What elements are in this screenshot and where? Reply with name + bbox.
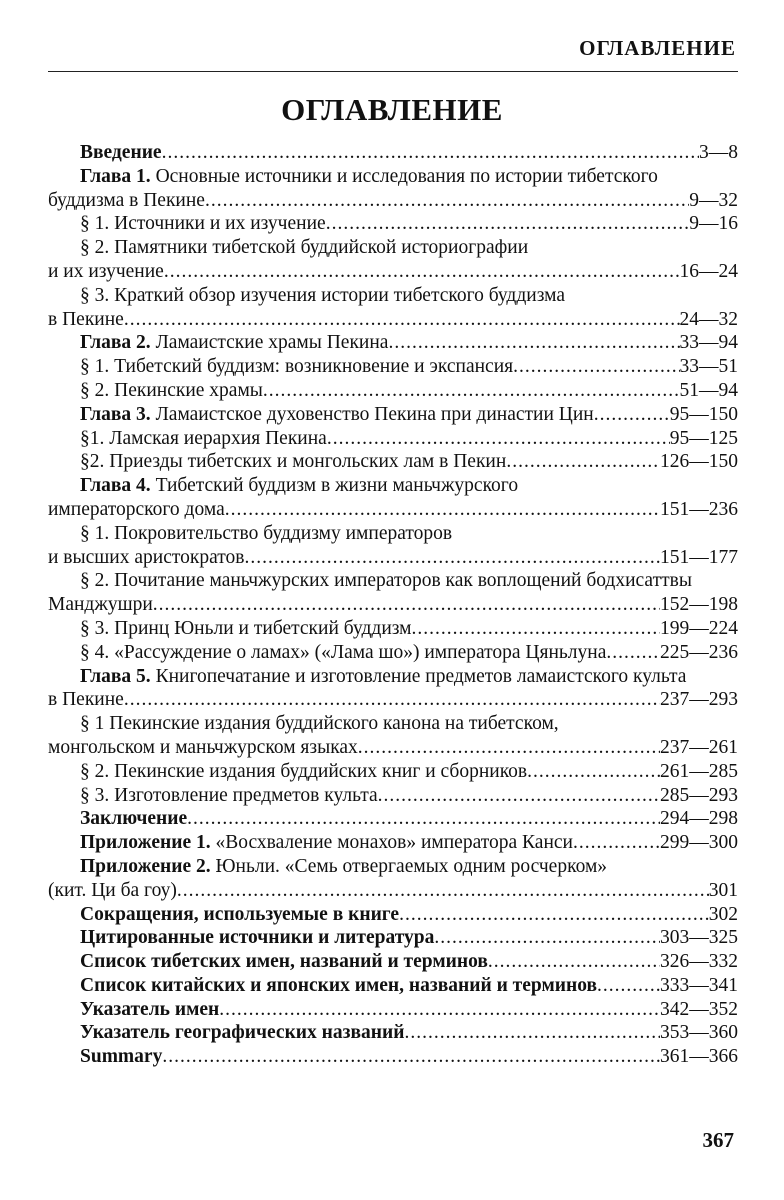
toc-entry-title: § 1 Пекинские издания буддийского канона на тибетском, [80, 713, 559, 735]
toc-page-range: 3—8 [699, 142, 738, 163]
toc-entry-title: Юньли. «Семь отвергаемых одним росчерком» [210, 855, 608, 877]
toc-line [48, 498, 738, 522]
toc-entry-text [80, 807, 187, 831]
toc-entry-title: Книгопечатание и изготовление предметов ламаистского культа [150, 665, 687, 687]
dot-leader [225, 498, 660, 522]
toc-line [48, 688, 738, 712]
toc-entry-title: и их изучение [48, 260, 164, 282]
dot-leader [378, 784, 660, 808]
toc-entry-text [80, 165, 658, 189]
toc-line [48, 974, 738, 998]
toc-entry-text [48, 189, 205, 213]
toc-entry-title: § 4. «Рассуждение о ламах» («Лама шо») императора Цяньлуна [80, 641, 607, 663]
toc-entry-text [48, 688, 124, 712]
toc-entry-text [80, 974, 597, 998]
toc-page-range: 237—293 [660, 689, 738, 711]
toc-entry-title: § 3. Принц Юньли и тибетский буддизм [80, 617, 412, 639]
toc-entry-title: в Пекине [48, 689, 124, 711]
toc-entry-text [80, 141, 162, 165]
toc-page-range: 361—366 [660, 1046, 738, 1068]
toc-entry-bold: Цитированные источники и литература [80, 927, 435, 949]
toc-entry-text [48, 546, 244, 570]
toc-entry-text [48, 736, 358, 760]
toc-page-range: 299—300 [660, 832, 738, 854]
toc-entry-title: Манджушри [48, 594, 153, 616]
toc-entry-text [80, 355, 513, 379]
toc-page-range: 353—360 [660, 1022, 738, 1044]
toc-page-range: 326—332 [660, 951, 738, 973]
dot-leader [244, 546, 660, 570]
toc-entry-text [80, 403, 594, 427]
toc-page-range: 301 [708, 879, 738, 901]
toc-page-range: 9—16 [689, 213, 738, 235]
toc-entry-text [80, 284, 565, 308]
toc-page-range: 237—261 [660, 736, 738, 758]
toc-entry-bold: Указатель имен [80, 998, 220, 1020]
toc-line [48, 546, 738, 570]
toc-entry-bold: Сокращения, используемые в книге [80, 903, 400, 925]
toc-entry-text [80, 950, 488, 974]
toc-entry-title: § 1. Покровительство буддизму императоров [80, 522, 453, 544]
toc-page-range: 285—293 [660, 784, 738, 806]
toc-line [48, 736, 738, 760]
toc-entry-text [80, 712, 559, 736]
dot-leader [124, 688, 660, 712]
dot-leader [358, 736, 660, 760]
toc-line [48, 641, 738, 665]
toc-page-range: 302 [708, 903, 738, 925]
toc-page-range: 199—224 [660, 617, 738, 639]
running-head: ОГЛАВЛЕНИЕ [579, 36, 736, 60]
dot-leader [404, 1021, 660, 1045]
toc-entry-bold: Глава 5. [80, 665, 151, 687]
dot-leader [506, 450, 660, 474]
dot-leader [219, 998, 660, 1022]
toc-line [48, 450, 738, 474]
toc-line [48, 665, 738, 689]
dot-leader [326, 212, 690, 236]
toc-page-range: 294—298 [660, 808, 738, 830]
toc-entry-text [80, 331, 388, 355]
toc-line [48, 403, 738, 427]
dot-leader [527, 760, 660, 784]
toc-page-range: 9—32 [689, 189, 738, 211]
toc-line [48, 831, 738, 855]
dot-leader [594, 403, 670, 427]
header-rule [48, 71, 738, 72]
toc-line [48, 950, 738, 974]
toc-entry-title: § 3. Изготовление предметов культа [80, 784, 378, 806]
dot-leader [606, 641, 660, 665]
toc-entry-title: императорского дома [48, 498, 225, 520]
toc-entry-bold: Глава 2. [80, 332, 151, 354]
toc-entry-title: и высших аристократов [48, 546, 245, 568]
toc-entry-text [48, 260, 164, 284]
toc-line [48, 903, 738, 927]
toc-entry-text [80, 641, 606, 665]
toc-entry-text [80, 1021, 404, 1045]
toc-entry-title: § 2. Пекинские издания буддийских книг и сборников [80, 760, 528, 782]
dot-leader [573, 831, 660, 855]
toc-entry-text [48, 308, 124, 332]
toc-entry-title: § 3. Краткий обзор изучения истории тибетского буддизма [80, 284, 565, 306]
toc-page-range: 303—325 [660, 927, 738, 949]
toc-entry-title: монгольском и маньчжурском языках [48, 736, 358, 758]
toc-line [48, 617, 738, 641]
toc-entry-title: Ламаистские храмы Пекина [150, 332, 389, 354]
toc-entry-title: § 2. Пекинские храмы [80, 379, 263, 401]
toc-entry-text [80, 236, 528, 260]
page-title: ОГЛАВЛЕНИЕ [281, 92, 503, 127]
toc-entry-title: §2. Приезды тибетских и монгольских лам в Пекин [80, 451, 507, 473]
toc-line [48, 308, 738, 332]
dot-leader [597, 974, 660, 998]
dot-leader [124, 308, 680, 332]
toc-entry-text [80, 855, 607, 879]
dot-leader [205, 189, 689, 213]
toc-entry-title: в Пекине [48, 308, 124, 330]
toc-entry-title: буддизма в Пекине [48, 189, 205, 211]
toc-entry-bold: Список китайских и японских имен, названий и терминов [80, 974, 598, 996]
toc-page-range: 333—341 [660, 974, 738, 996]
dot-leader [488, 950, 660, 974]
toc-line [48, 760, 738, 784]
toc-page-range: 33—51 [679, 356, 738, 378]
toc-line [48, 474, 738, 498]
toc-entry-bold: Указатель географических названий [80, 1022, 405, 1044]
toc-entry-bold: Введение [80, 142, 162, 163]
toc-page-range: 126—150 [660, 451, 738, 473]
toc-page-range: 261—285 [660, 760, 738, 782]
toc-entry-text [80, 474, 518, 498]
toc-entry-bold: Заключение [80, 808, 188, 830]
toc-page-range: 95—125 [669, 427, 738, 449]
toc-entry-text [80, 427, 327, 451]
page-number: 367 [702, 1128, 734, 1152]
dot-leader [327, 427, 670, 451]
toc-line [48, 141, 738, 165]
toc-entry-title: «Восхваление монахов» императора Канси [210, 832, 573, 854]
toc-entry-text [80, 212, 326, 236]
dot-leader [399, 903, 709, 927]
toc-page-range: 51—94 [679, 379, 738, 401]
toc-entry-title: Ламаистское духовенство Пекина при династии Цин [150, 403, 594, 425]
toc-entry-bold: Список тибетских имен, названий и терминов [80, 951, 488, 973]
toc-entry-title: § 2. Почитание маньчжурских императоров как воплощений бодхисаттвы [80, 570, 692, 592]
toc-entry-text [48, 593, 153, 617]
toc-line [48, 355, 738, 379]
toc-line [48, 189, 738, 213]
dot-leader [513, 355, 679, 379]
toc-line [48, 1021, 738, 1045]
toc-line [48, 212, 738, 236]
toc-line [48, 165, 738, 189]
dot-leader [412, 617, 660, 641]
toc-entry-title: Основные источники и исследования по истории тибетского [150, 165, 658, 187]
toc-entry-text [48, 879, 177, 903]
toc-entry-text [48, 498, 225, 522]
toc-entry-text [80, 617, 412, 641]
toc-entry-text [80, 831, 573, 855]
toc-entry-text [80, 665, 686, 689]
toc-entry-bold: Глава 3. [80, 403, 151, 425]
toc-page-range: 152—198 [660, 594, 738, 616]
dot-leader [187, 807, 660, 831]
toc-line [48, 236, 738, 260]
dot-leader [263, 379, 680, 403]
toc-entry-text [80, 1045, 162, 1069]
toc-entry-title: § 1. Источники и их изучение [80, 213, 326, 235]
toc-entry-text [80, 926, 434, 950]
toc-entry-text [80, 379, 263, 403]
toc-entry-bold: Приложение 1. [80, 832, 211, 854]
toc-line [48, 1045, 738, 1069]
toc-line [48, 379, 738, 403]
toc-line [48, 284, 738, 308]
toc-page-range: 95—150 [669, 403, 738, 425]
toc-line [48, 807, 738, 831]
toc-page-range: 24—32 [679, 308, 738, 330]
toc-entry-text [80, 998, 219, 1022]
toc-line [48, 569, 738, 593]
toc-line [48, 879, 738, 903]
table-of-contents [48, 141, 738, 1069]
toc-page-range: 342—352 [660, 998, 738, 1020]
toc-page-range: 33—94 [679, 332, 738, 354]
toc-entry-bold: Приложение 2. [80, 855, 211, 877]
toc-entry-title: Тибетский буддизм в жизни маньчжурского [150, 475, 519, 497]
toc-line [48, 593, 738, 617]
toc-entry-title: (кит. Ци ба гоу) [48, 879, 177, 901]
toc-entry-text [80, 450, 506, 474]
dot-leader [162, 1045, 660, 1069]
toc-entry-text [80, 522, 452, 546]
toc-entry-bold: Summary [80, 1046, 163, 1068]
toc-page-range: 16—24 [679, 260, 738, 282]
dot-leader [177, 879, 709, 903]
toc-entry-bold: Глава 4. [80, 475, 151, 497]
toc-entry-text [80, 903, 399, 927]
dot-leader [164, 260, 680, 284]
dot-leader [388, 331, 679, 355]
toc-line [48, 712, 738, 736]
toc-line [48, 331, 738, 355]
toc-line [48, 926, 738, 950]
toc-line [48, 998, 738, 1022]
toc-line [48, 784, 738, 808]
toc-entry-title: § 2. Памятники тибетской буддийской историографии [80, 237, 529, 259]
dot-leader [434, 926, 660, 950]
toc-line [48, 855, 738, 879]
toc-line [48, 522, 738, 546]
toc-page-range: 225—236 [660, 641, 738, 663]
toc-entry-title: § 1. Тибетский буддизм: возникновение и экспансия [80, 356, 514, 378]
toc-entry-bold: Глава 1. [80, 165, 151, 187]
toc-entry-text [80, 784, 378, 808]
toc-line [48, 427, 738, 451]
toc-page-range: 151—236 [660, 498, 738, 520]
dot-leader [162, 141, 699, 165]
dot-leader [153, 593, 660, 617]
toc-line [48, 260, 738, 284]
toc-entry-title: §1. Ламская иерархия Пекина [80, 427, 327, 449]
toc-entry-text [80, 569, 692, 593]
toc-page-range: 151—177 [660, 546, 738, 568]
toc-entry-text [80, 760, 527, 784]
